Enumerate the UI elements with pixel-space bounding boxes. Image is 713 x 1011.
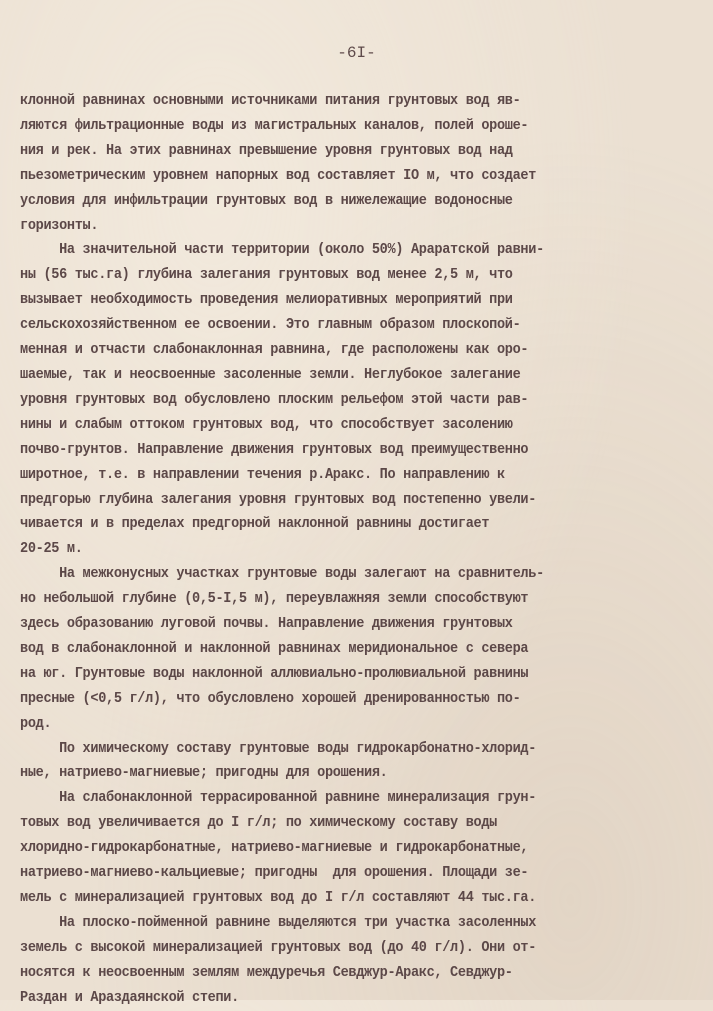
page-number: -6I- [337,44,376,62]
body-text [20,89,700,1011]
text-line: пьезометрическим уровнем напорных вод составляет IO м, что создает [20,167,537,184]
text-line: ляются фильтрационные воды из магистральных каналов, полей ороше- [20,117,529,134]
text-line: На слабонаклонной террасированной равнине минерализация грун- [20,790,537,807]
text-line: род. [20,715,52,732]
text-line: пресные (<0,5 г/л), что обусловлено хорошей дренированностью по- [20,690,521,707]
text-line: чивается и в пределах предгорной наклонной равнины достигает [20,516,490,533]
text-line: На значительной части территории (около 50%) Араратской равни- [20,242,544,259]
text-line: нины и слабым оттоком грунтовых вод, что способствует засолению [20,416,513,433]
text-line: почво-грунтов. Направление движения грунтовых вод преимущественно [20,441,529,458]
text-line: условия для инфильтрации грунтовых вод в нижележащие водоносные [20,192,513,209]
text-line: мель с минерализацией грунтовых вод до I г/л составляют 44 тыс.га. [20,890,537,906]
text-line: менная и отчасти слабонаклонная равнина, где расположены как оро- [20,342,529,359]
text-line: широтное, т.е. в направлении течения р.Аракс. По направлению к [20,466,505,483]
text-line: На плоско-пойменной равнине выделяются три участка засоленных [20,914,537,931]
text-line: хлоридно-гидрокарбонатные, натриево-магниевые и гидрокарбонатные, [20,840,529,857]
text-line: ные, натриево-магниевые; пригодны для орошения. [20,765,388,782]
text-line: клонной равнинах основными источниками питания грунтовых вод яв- [20,93,521,109]
text-line: уровня грунтовых вод обусловлено плоским рельефом этой части рав- [20,391,529,408]
text-line: товых вод увеличивается до I г/л; по химическому составу воды [20,815,497,832]
text-line: ны (56 тыс.га) глубина залегания грунтовых вод менее 2,5 м, что [20,267,513,284]
text-line: носятся к неосвоенным землям междуречья Севджур-Аракс, Севджур- [20,964,513,981]
text-line: но небольшой глубине (0,5-I,5 м), переувлажняя земли способствуют [20,591,529,608]
text-line: здесь образованию луговой почвы. Направление движения грунтовых [20,616,513,633]
text-line: 20-25 м. [20,541,83,558]
text-line: шаемые, так и неосвоенные засоленные земли. Неглубокое залегание [20,366,521,383]
text-line: горизонты. [20,217,99,234]
text-line: вод в слабонаклонной и наклонной равнинах меридиональное с севера [20,640,529,657]
text-line: предгорью глубина залегания уровня грунтовых вод постепенно увели- [20,491,537,508]
text-line: На межконусных участках грунтовые воды залегают на сравнитель- [20,566,544,583]
text-line: ния и рек. На этих равнинах превышение уровня грунтовых вод над [20,142,513,159]
text-line: земель с высокой минерализацией грунтовых вод (до 40 г/л). Они от- [20,939,537,956]
text-line: вызывает необходимость проведения мелиоративных мероприятий при [20,292,513,309]
text-line: на юг. Грунтовые воды наклонной аллювиально-пролювиальной равнины [20,665,529,682]
text-line: Раздан и Араздаянской степи. [20,989,239,1006]
text-line: натриево-магниево-кальциевые; пригодны для орошения. Площади зе- [20,865,529,882]
text-line: По химическому составу грунтовые воды гидрокарбонатно-хлорид- [20,740,537,757]
text-line: сельскохозяйственном ее освоении. Это главным образом плоскопой- [20,317,521,334]
